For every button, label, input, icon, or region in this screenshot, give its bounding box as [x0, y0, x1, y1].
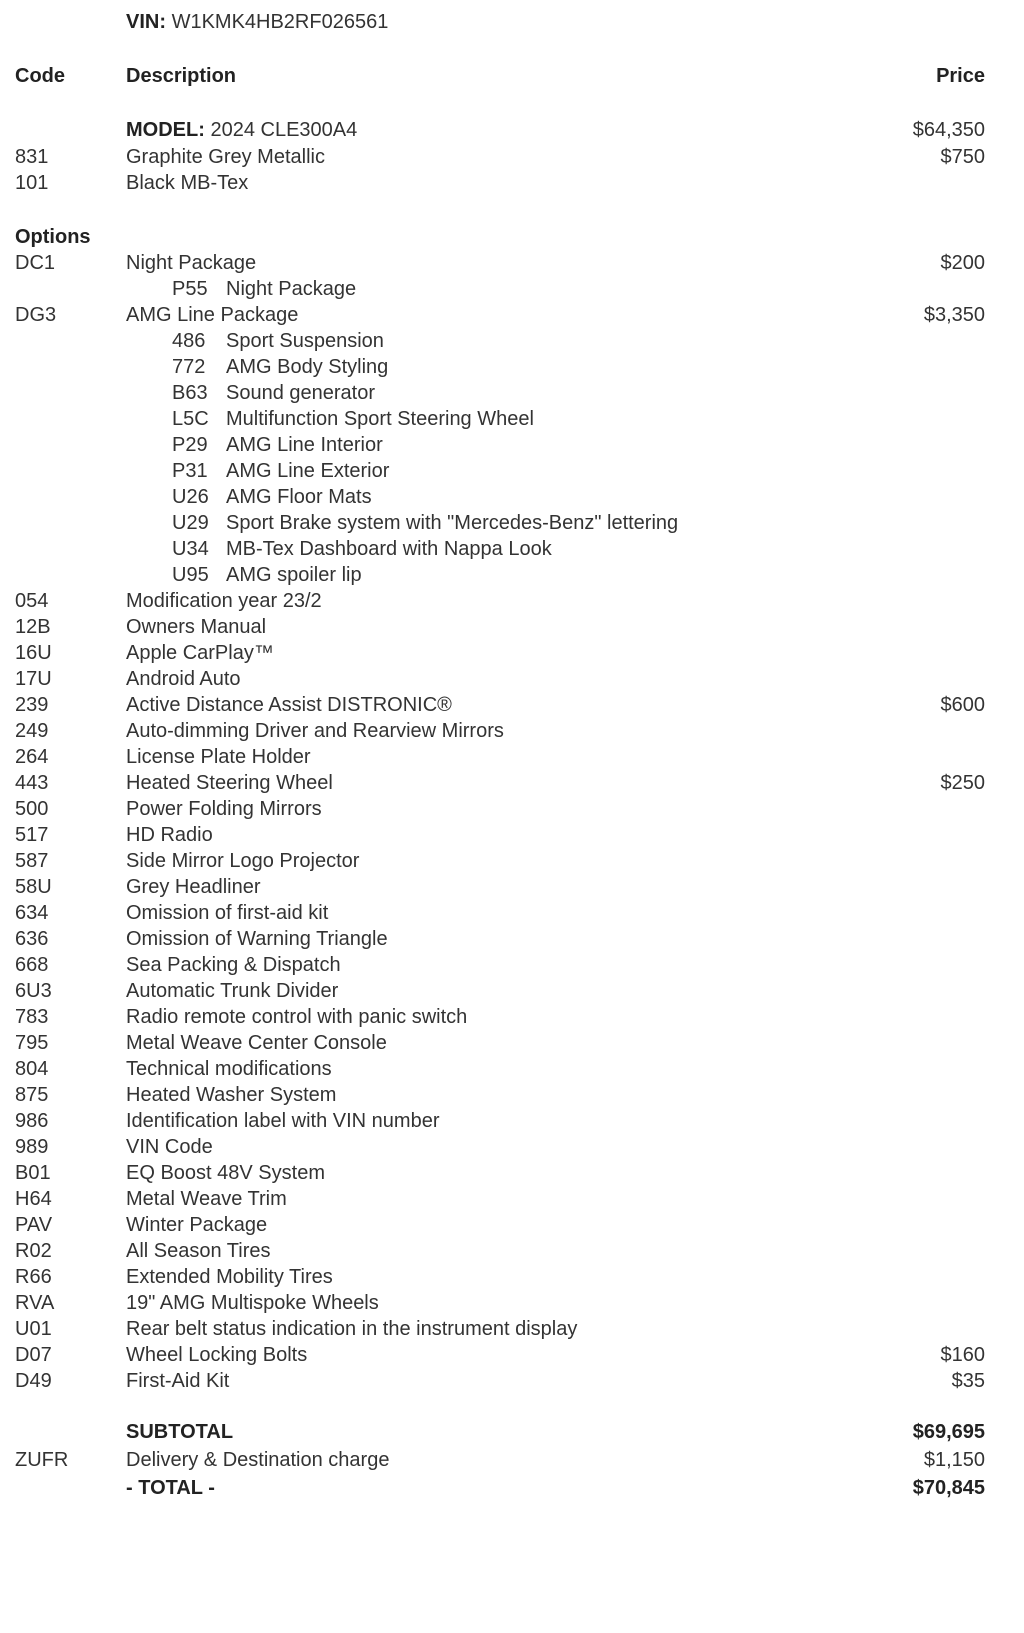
option-row: [0, 1264, 1024, 1290]
vin-line: [126, 8, 388, 36]
line-items: [0, 116, 1024, 1502]
item-description: HD Radio: [126, 824, 213, 846]
total-price: $70,845: [912, 1477, 985, 1499]
sub-item-code: U26: [172, 486, 209, 508]
package-sub-item-row: [0, 328, 1024, 354]
package-sub-item-row: [0, 458, 1024, 484]
option-row: [0, 1342, 1024, 1368]
delivery-row: [0, 1446, 1024, 1474]
sub-item-code: P31: [172, 460, 208, 482]
item-description: Active Distance Assist DISTRONIC®: [126, 694, 452, 716]
sub-item-description: AMG Line Interior: [226, 434, 383, 456]
header-code: Code: [15, 65, 65, 87]
sub-item-code: P29: [172, 434, 208, 456]
sub-item-code: U95: [172, 564, 209, 586]
sub-item-description: AMG Floor Mats: [226, 486, 372, 508]
item-price: $200: [940, 252, 985, 274]
options-heading-row: [0, 224, 1024, 250]
option-row: [0, 1316, 1024, 1342]
item-code: RVA: [15, 1292, 55, 1314]
option-row: [0, 692, 1024, 718]
item-code: 831: [15, 146, 49, 168]
item-code: 634: [15, 902, 49, 924]
delivery-code: ZUFR: [15, 1449, 69, 1471]
sub-item-description: Sound generator: [226, 382, 376, 404]
options-heading: Options: [15, 226, 91, 248]
option-row: [0, 588, 1024, 614]
package-sub-item-row: [0, 380, 1024, 406]
item-description: Rear belt status indication in the instrument display: [126, 1318, 578, 1340]
item-code: D49: [15, 1370, 52, 1392]
item-code: 58U: [15, 876, 52, 898]
item-description: Android Auto: [126, 668, 241, 690]
package-row: [0, 250, 1024, 276]
item-description: Metal Weave Trim: [126, 1188, 287, 1210]
option-row: [0, 822, 1024, 848]
item-description: License Plate Holder: [126, 746, 311, 768]
option-row: [0, 1108, 1024, 1134]
item-description: Omission of first-aid kit: [126, 902, 329, 924]
section-gap: [0, 1394, 1024, 1418]
item-code: 101: [15, 172, 49, 194]
vin-value: W1KMK4HB2RF026561: [171, 11, 389, 33]
item-description: Winter Package: [126, 1214, 268, 1236]
sub-item-code: P55: [172, 278, 208, 300]
sub-item-code: L5C: [172, 408, 209, 430]
item-price: $600: [940, 694, 985, 716]
item-description: Night Package: [126, 252, 257, 274]
item-description: Extended Mobility Tires: [126, 1266, 333, 1288]
item-description: Heated Washer System: [126, 1084, 337, 1106]
item-description: First-Aid Kit: [126, 1370, 230, 1392]
item-description: EQ Boost 48V System: [126, 1162, 325, 1184]
item-code: 17U: [15, 668, 52, 690]
sub-item-code: 772: [172, 356, 206, 378]
item-code: 264: [15, 746, 49, 768]
subtotal-label: SUBTOTAL: [126, 1421, 234, 1443]
sub-item-description: Night Package: [226, 278, 357, 300]
delivery-price: $1,150: [923, 1449, 985, 1471]
total-label: - TOTAL -: [126, 1477, 215, 1499]
package-sub-item-row: [0, 432, 1024, 458]
subtotal-row: [0, 1418, 1024, 1446]
item-code: 986: [15, 1110, 49, 1132]
option-row: [0, 1082, 1024, 1108]
item-code: H64: [15, 1188, 52, 1210]
model-price: $64,350: [912, 119, 985, 141]
subtotal-price: $69,695: [912, 1421, 985, 1443]
item-description: Modification year 23/2: [126, 590, 322, 612]
total-row: [0, 1474, 1024, 1502]
option-row: [0, 874, 1024, 900]
item-code: U01: [15, 1318, 52, 1340]
item-description: Power Folding Mirrors: [126, 798, 322, 820]
header-price: Price: [936, 65, 985, 87]
item-description: Heated Steering Wheel: [126, 772, 333, 794]
table-header: [0, 62, 1024, 90]
delivery-description: Delivery & Destination charge: [126, 1449, 390, 1471]
option-row: [0, 718, 1024, 744]
item-code: 239: [15, 694, 49, 716]
item-description: Black MB-Tex: [126, 172, 249, 194]
item-code: 795: [15, 1032, 49, 1054]
item-code: B01: [15, 1162, 51, 1184]
item-code: R02: [15, 1240, 52, 1262]
sub-item-code: U29: [172, 512, 209, 534]
item-description: Sea Packing & Dispatch: [126, 954, 341, 976]
option-row: [0, 952, 1024, 978]
item-price: $750: [940, 146, 985, 168]
item-code: 500: [15, 798, 49, 820]
item-price: $160: [940, 1344, 985, 1366]
option-row: [0, 1290, 1024, 1316]
item-code: DC1: [15, 252, 56, 274]
option-row: [0, 614, 1024, 640]
item-description: Automatic Trunk Divider: [126, 980, 339, 1002]
item-description: VIN Code: [126, 1136, 213, 1158]
sub-item-description: MB-Tex Dashboard with Nappa Look: [226, 538, 552, 560]
sub-item-code: B63: [172, 382, 208, 404]
option-row: [0, 666, 1024, 692]
item-description: Technical modifications: [126, 1058, 332, 1080]
item-description: Auto-dimming Driver and Rearview Mirrors: [126, 720, 504, 742]
model-label: MODEL:: [126, 119, 205, 141]
base-item-row: [0, 144, 1024, 170]
option-row: [0, 1004, 1024, 1030]
item-code: 16U: [15, 642, 52, 664]
package-sub-item-row: [0, 510, 1024, 536]
sub-item-description: Sport Brake system with "Mercedes-Benz" lettering: [226, 512, 679, 534]
package-sub-item-row: [0, 276, 1024, 302]
model-row: [0, 116, 1024, 144]
option-row: [0, 770, 1024, 796]
sub-item-description: AMG Line Exterior: [226, 460, 390, 482]
header-description: Description: [126, 65, 237, 87]
item-price: $35: [951, 1370, 985, 1392]
item-code: PAV: [15, 1214, 53, 1236]
item-description: Grey Headliner: [126, 876, 261, 898]
option-row: [0, 926, 1024, 952]
option-row: [0, 978, 1024, 1004]
item-description: Identification label with VIN number: [126, 1110, 440, 1132]
item-description: Side Mirror Logo Projector: [126, 850, 360, 872]
item-code: 804: [15, 1058, 49, 1080]
sub-item-description: Multifunction Sport Steering Wheel: [226, 408, 534, 430]
option-row: [0, 1030, 1024, 1056]
option-row: [0, 900, 1024, 926]
item-code: 517: [15, 824, 49, 846]
package-sub-item-row: [0, 562, 1024, 588]
sub-item-description: AMG spoiler lip: [226, 564, 362, 586]
vin-label: VIN:: [126, 11, 166, 33]
item-description: AMG Line Package: [126, 304, 299, 326]
item-code: DG3: [15, 304, 57, 326]
item-code: 6U3: [15, 980, 52, 1002]
item-description: Radio remote control with panic switch: [126, 1006, 468, 1028]
item-description: Owners Manual: [126, 616, 267, 638]
item-description: Graphite Grey Metallic: [126, 146, 325, 168]
package-sub-item-row: [0, 354, 1024, 380]
option-row: [0, 1212, 1024, 1238]
option-row: [0, 1160, 1024, 1186]
sub-item-description: AMG Body Styling: [226, 356, 389, 378]
option-row: [0, 1056, 1024, 1082]
option-row: [0, 1186, 1024, 1212]
base-item-row: [0, 170, 1024, 196]
item-code: 783: [15, 1006, 49, 1028]
option-row: [0, 1134, 1024, 1160]
model-value: 2024 CLE300A4: [210, 119, 358, 141]
item-description: Apple CarPlay™: [126, 642, 274, 664]
sub-item-code: U34: [172, 538, 209, 560]
item-price: $3,350: [923, 304, 985, 326]
item-code: 636: [15, 928, 49, 950]
package-sub-item-row: [0, 536, 1024, 562]
package-sub-item-row: [0, 406, 1024, 432]
option-row: [0, 1238, 1024, 1264]
option-row: [0, 640, 1024, 666]
item-description: All Season Tires: [126, 1240, 271, 1262]
package-sub-item-row: [0, 484, 1024, 510]
item-code: 054: [15, 590, 49, 612]
item-code: R66: [15, 1266, 52, 1288]
sub-item-code: 486: [172, 330, 206, 352]
item-code: 249: [15, 720, 49, 742]
option-row: [0, 1368, 1024, 1394]
item-code: 989: [15, 1136, 49, 1158]
section-gap: [0, 196, 1024, 224]
item-code: 443: [15, 772, 49, 794]
sub-item-description: Sport Suspension: [226, 330, 384, 352]
item-code: 875: [15, 1084, 49, 1106]
item-code: 12B: [15, 616, 51, 638]
option-list: [0, 250, 1024, 1394]
item-code: 587: [15, 850, 49, 872]
item-price: $250: [940, 772, 985, 794]
item-description: 19" AMG Multispoke Wheels: [126, 1292, 379, 1314]
item-description: Wheel Locking Bolts: [126, 1344, 308, 1366]
option-row: [0, 796, 1024, 822]
item-code: D07: [15, 1344, 52, 1366]
option-row: [0, 744, 1024, 770]
item-description: Omission of Warning Triangle: [126, 928, 388, 950]
item-description: Metal Weave Center Console: [126, 1032, 387, 1054]
item-code: 668: [15, 954, 49, 976]
package-row: [0, 302, 1024, 328]
option-row: [0, 848, 1024, 874]
